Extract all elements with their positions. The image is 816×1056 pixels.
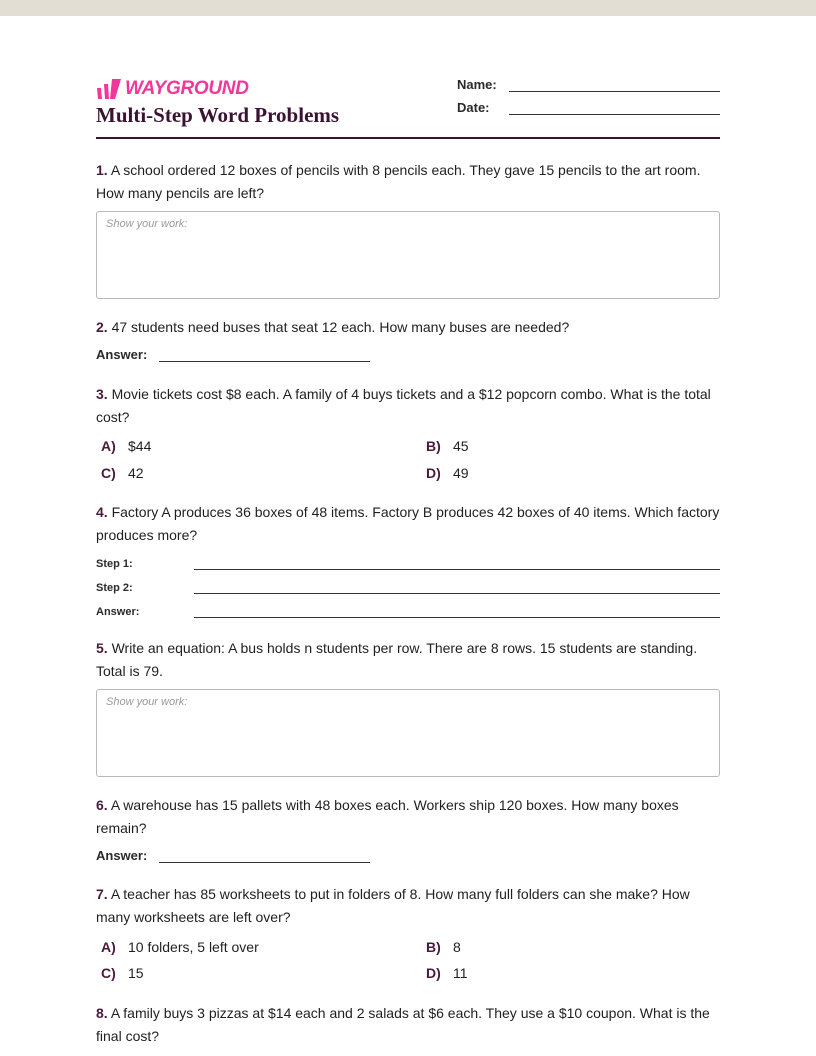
question-number: 8. (96, 1005, 108, 1021)
question-number: 6. (96, 797, 108, 813)
question-7 (96, 883, 720, 928)
option-letter: B) (426, 939, 441, 955)
name-label: Name: (457, 77, 497, 92)
question-4 (96, 501, 720, 546)
question-6 (96, 794, 720, 839)
option-letter: C) (101, 965, 116, 981)
question-8 (96, 1002, 720, 1047)
page-title: Multi-Step Word Problems (96, 103, 340, 127)
date-label: Date: (457, 100, 490, 115)
option-letter: D) (426, 965, 441, 981)
question-number: 1. (96, 162, 108, 178)
option-text: 15 (128, 965, 144, 981)
header-divider (96, 137, 720, 139)
option-text: 42 (128, 465, 144, 481)
option-text: 8 (453, 939, 461, 955)
option-text: 45 (453, 438, 469, 454)
question-1 (96, 159, 720, 204)
answer-field-6[interactable] (96, 848, 370, 863)
name-field[interactable] (457, 77, 720, 92)
step-line[interactable] (194, 605, 720, 618)
option-letter: A) (101, 939, 116, 955)
date-field[interactable] (457, 100, 720, 115)
answer-field-2[interactable] (96, 347, 370, 362)
option-text: $44 (128, 438, 152, 454)
step-line[interactable] (194, 581, 720, 594)
option-a[interactable] (96, 939, 259, 955)
option-text: 49 (453, 465, 469, 481)
question-text: A teacher has 85 worksheets to put in folders of 8. How many full folders can she make? How many worksheets are left over? (96, 886, 690, 925)
question-number: 2. (96, 319, 108, 335)
question-text: 47 students need buses that seat 12 each. How many buses are needed? (111, 319, 570, 335)
step-1-field[interactable] (96, 557, 720, 570)
work-area-1[interactable] (96, 211, 720, 299)
step-label: Step 1: (96, 558, 133, 570)
question-5 (96, 637, 720, 682)
option-c[interactable] (96, 465, 144, 481)
name-line[interactable] (509, 77, 720, 92)
option-letter: C) (101, 465, 116, 481)
question-2 (96, 316, 720, 339)
option-c[interactable] (96, 965, 144, 981)
brand-name: WAYGROUND (125, 78, 249, 99)
question-text: A school ordered 12 boxes of pencils with 8 pencils each. They gave 15 pencils to the art room. How many pencils are left? (96, 162, 701, 201)
brand-logo (96, 78, 249, 100)
answer-line[interactable] (159, 850, 370, 863)
option-b[interactable] (421, 939, 461, 955)
question-number: 5. (96, 640, 108, 656)
question-text: A family buys 3 pizzas at $14 each and 2 salads at $6 each. They use a $10 coupon. What is the final cost? (96, 1005, 710, 1044)
answer-label: Answer: (96, 347, 148, 362)
question-text: Write an equation: A bus holds n students per row. There are 8 rows. 15 students are standing. Total is 79. (96, 640, 698, 679)
wayground-logo-icon (96, 79, 122, 99)
option-letter: A) (101, 438, 116, 454)
option-d[interactable] (421, 465, 469, 481)
step-2-field[interactable] (96, 581, 720, 594)
step-answer-field[interactable] (96, 605, 720, 618)
question-text: Movie tickets cost $8 each. A family of 4 buys tickets and a $12 popcorn combo. What is the total cost? (96, 386, 711, 425)
date-line[interactable] (509, 100, 720, 115)
answer-line[interactable] (159, 349, 370, 362)
option-letter: D) (426, 465, 441, 481)
option-letter: B) (426, 438, 441, 454)
option-text: 10 folders, 5 left over (128, 939, 259, 955)
work-area-5[interactable] (96, 689, 720, 777)
question-text: A warehouse has 15 pallets with 48 boxes each. Workers ship 120 boxes. How many boxes remain? (96, 797, 679, 836)
answer-label: Answer: (96, 848, 148, 863)
step-label: Step 2: (96, 582, 133, 594)
option-text: 11 (453, 965, 468, 981)
question-number: 4. (96, 504, 108, 520)
question-3 (96, 383, 720, 428)
option-b[interactable] (421, 438, 469, 454)
question-number: 7. (96, 886, 108, 902)
work-placeholder: Show your work: (106, 696, 188, 708)
top-bar (0, 0, 816, 16)
option-a[interactable] (96, 438, 151, 454)
step-label: Answer: (96, 606, 140, 618)
question-text: Factory A produces 36 boxes of 48 items. Factory B produces 42 boxes of 40 items. Which factory produces more? (96, 504, 720, 543)
option-d[interactable] (421, 965, 468, 981)
step-line[interactable] (194, 557, 720, 570)
work-placeholder: Show your work: (106, 218, 188, 230)
question-number: 3. (96, 386, 108, 402)
